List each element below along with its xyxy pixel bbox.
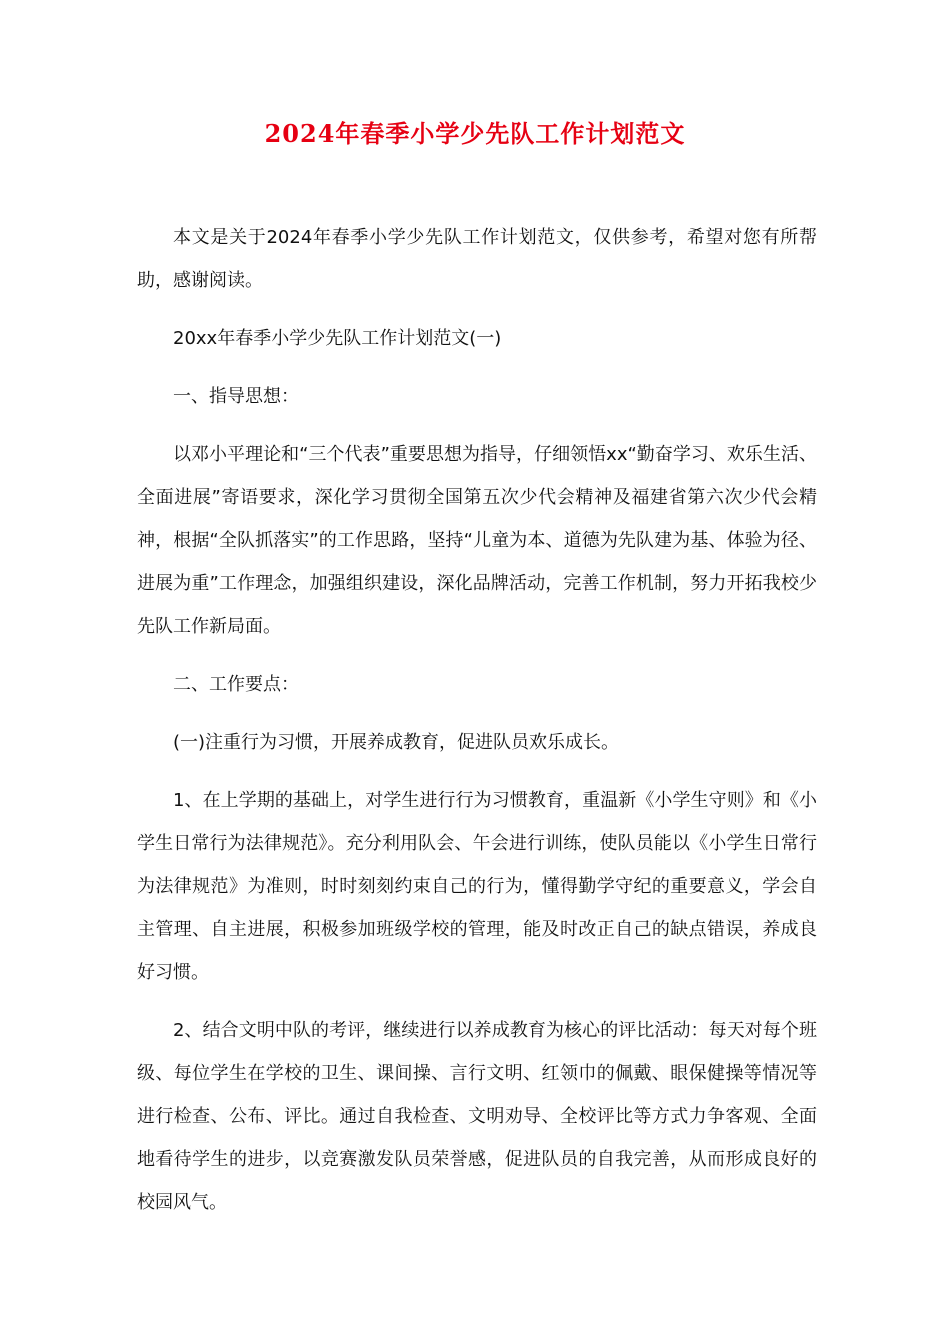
heading-work-points: 二、工作要点： — [173, 674, 299, 695]
paragraph-point-2: 2、结合文明中队的考评，继续进行以养成教育为核心的评比活动：每天对每个班级、每位学生在学校的卫生、课间操、言行文明、红领巾的佩戴、眼保健操等情况等进行检查、公布、评比。通过自我检查、文明劝导、全校评比等方式力争客观、全面地看待学生的进步，以竞赛激发队员荣誉感，促进队员的自我完善，从而形成良好的校园风气。 — [137, 1020, 817, 1213]
paragraph-point-1: 1、在上学期的基础上，对学生进行行为习惯教育，重温新《小学生守则》和《小学生日常行为法律规范》。充分利用队会、午会进行训练，使队员能以《小学生日常行为法律规范》为准则，时时刻刻约束自己的行为，懂得勤学守纪的重要意义，学会自主管理、自主进展，积极参加班级学校的管理，能及时改正自己的缺点错误，养成良好习惯。 — [137, 790, 817, 983]
paragraph-guiding-ideology: 以邓小平理论和“三个代表”重要思想为指导，仔细领悟xx“勤奋学习、欢乐生活、全面进展”寄语要求，深化学习贯彻全国第五次少代会精神及福建省第六次少代会精神，根据“全队抓落实”的工作思路，坚持“儿童为本、道德为先队建为基、体验为径、进展为重”工作理念，加强组织建设，深化品牌活动，完善工作机制，努力开拓我校少先队工作新局面。 — [137, 444, 817, 637]
paragraph-subtitle: 20xx年春季小学少先队工作计划范文(一) — [173, 328, 502, 349]
heading-guiding-ideology: 一、指导思想： — [173, 386, 299, 407]
document-body — [137, 216, 817, 1239]
paragraph-intro: 本文是关于2024年春季小学少先队工作计划范文，仅供参考，希望对您有所帮助，感谢阅读。 — [137, 227, 817, 291]
heading-behavior-habits: (一)注重行为习惯，开展养成教育，促进队员欢乐成长。 — [173, 732, 620, 753]
document-title: 2024年春季小学少先队工作计划范文 — [264, 119, 686, 148]
